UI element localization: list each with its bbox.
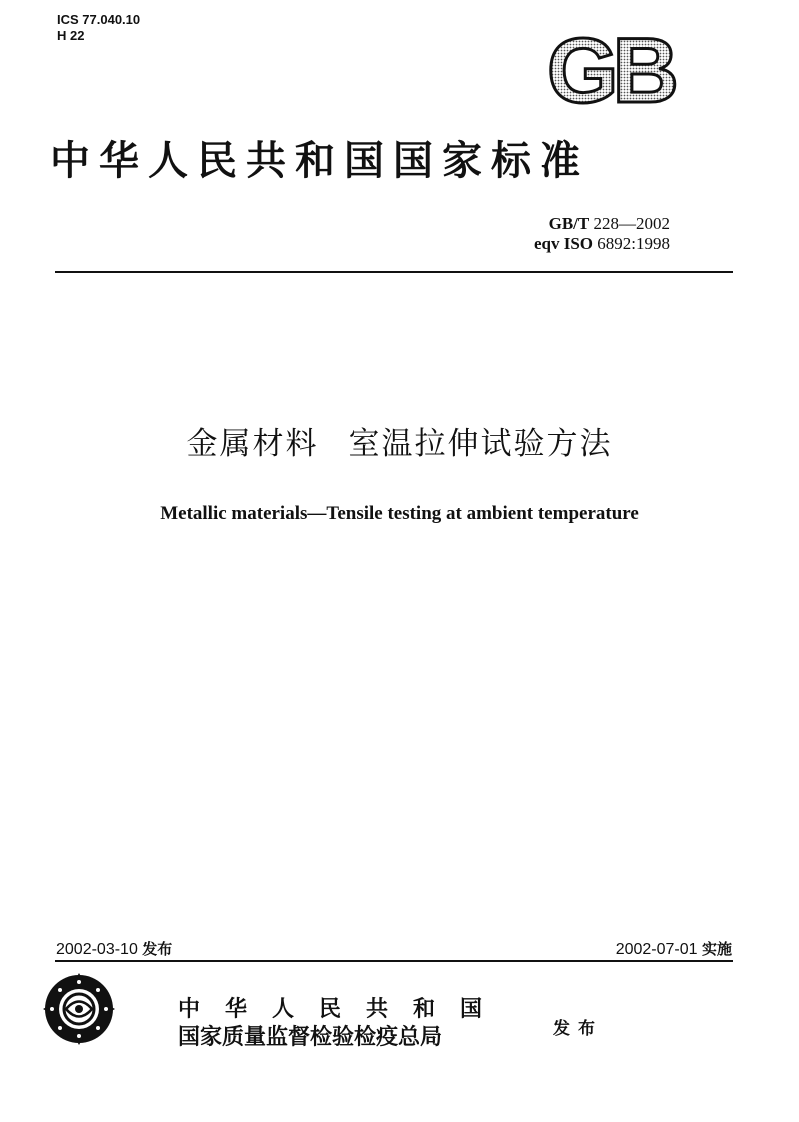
- ics-code: ICS 77.040.10: [57, 12, 141, 27]
- title-chinese-part1: 金属材料: [186, 426, 319, 462]
- effective-date: 2002-07-01: [615, 941, 698, 958]
- equivalent-value: 6892:1998: [597, 234, 670, 253]
- issuer-action: 发布: [553, 1019, 603, 1039]
- header-divider: [55, 271, 733, 273]
- issue-date-block: [56, 938, 172, 959]
- gb-logo-icon: [530, 28, 690, 110]
- effective-date-block: [540, 938, 732, 959]
- issuer-seal-icon: [42, 972, 116, 1046]
- title-chinese: [0, 424, 799, 464]
- standard-number-value: 228—2002: [593, 214, 670, 233]
- standard-organization: 中华人民共和国国家标准: [50, 137, 589, 184]
- title-chinese-part2: 室温拉伸试验方法: [348, 426, 613, 462]
- issuer-line2: 国家质量监督检验检疫总局: [178, 1024, 443, 1050]
- equivalent-standard: [430, 234, 670, 254]
- issuer-line1: 中华人民共和国: [178, 996, 508, 1022]
- title-english: Metallic materials—Tensile testing at ambient temperature: [160, 503, 639, 524]
- issue-date: 2002-03-10: [56, 941, 138, 958]
- standard-number-block: [430, 214, 670, 254]
- h-code: H 22: [57, 28, 85, 43]
- gb-logo-lettering: GB: [547, 28, 673, 110]
- issue-label: 发布: [142, 940, 173, 958]
- classification-codes: [57, 12, 140, 44]
- effective-label: 实施: [701, 940, 732, 958]
- footer-divider: [55, 960, 733, 962]
- standard-number: [430, 214, 670, 234]
- equivalent-label: eqv ISO: [533, 234, 594, 253]
- standard-number-label: GB/T: [548, 214, 590, 233]
